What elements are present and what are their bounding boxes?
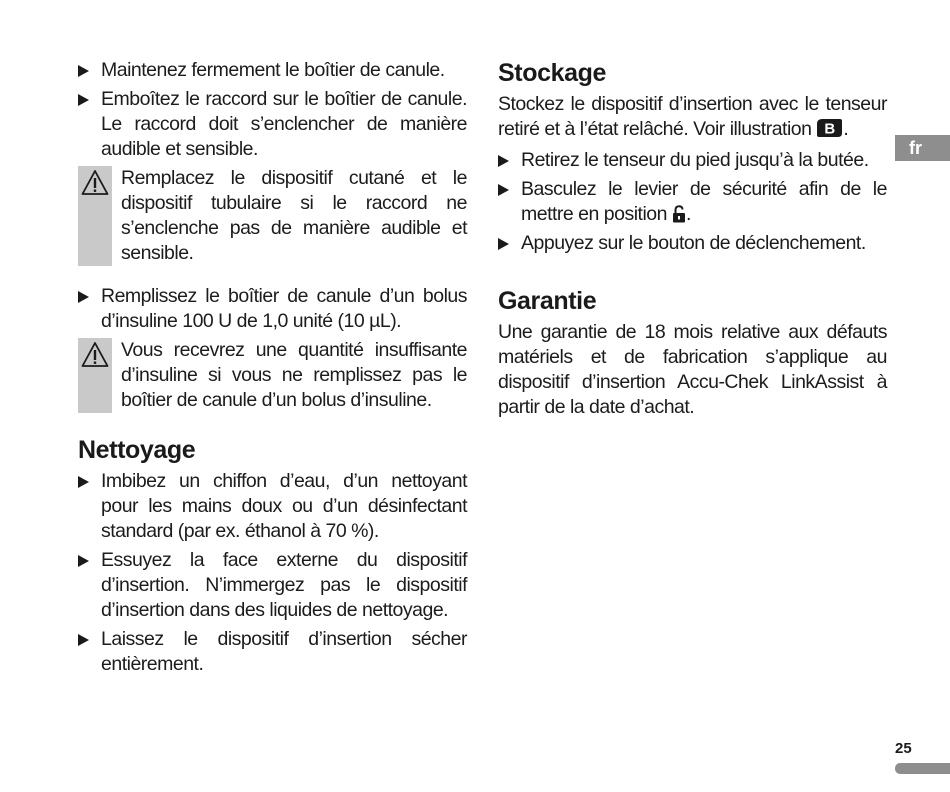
warning-text: Vous recevrez une quantité insuffisante d’insuline si vous ne remplissez pas le boîtier de canule d’un bolus d’insuline.	[121, 339, 467, 411]
list-item	[78, 87, 467, 162]
list-item-text: Emboîtez le raccord sur le boîtier de canule. Le raccord doit s’enclencher de manière audible et sensible.	[101, 88, 467, 160]
triangle-bullet-icon	[78, 291, 89, 303]
warning-triangle-icon	[81, 341, 109, 368]
page-number-bar	[895, 763, 950, 774]
illustration-letter: B	[824, 120, 836, 138]
list-item-text: Retirez le tenseur du pied jusqu’à la butée.	[521, 149, 869, 171]
triangle-bullet-icon	[498, 155, 509, 167]
triangle-bullet-icon	[78, 65, 89, 77]
list-item	[78, 469, 467, 544]
list-item	[78, 627, 467, 677]
triangle-bullet-icon	[78, 634, 89, 646]
triangle-bullet-icon	[78, 94, 89, 106]
list-item	[78, 58, 467, 83]
list-item	[78, 284, 467, 334]
storage-intro-end: .	[843, 118, 849, 140]
language-tab: fr	[895, 135, 950, 161]
bullet-end: .	[685, 203, 691, 225]
page-number: 25	[895, 740, 912, 757]
warning-text: Remplacez le dispositif cutané et le dispositif tubulaire si le raccord ne s’enclenche pas de manière audible et sensible.	[121, 167, 467, 264]
list-item-text: Appuyez sur le bouton de déclenchement.	[521, 232, 866, 254]
list-item-text: Remplissez le boîtier de canule d’un bolus d’insuline 100 U de 1,0 unité (10 µL).	[101, 285, 467, 332]
right-column	[498, 58, 887, 426]
triangle-bullet-icon	[498, 184, 509, 196]
storage-intro	[498, 92, 887, 142]
triangle-bullet-icon	[78, 476, 89, 488]
list-item-text: Imbibez un chiffon d’eau, d’un nettoyant pour les mains doux ou d’un désinfectant standard (par ex. éthanol à 70 %).	[101, 470, 467, 542]
list-item-text: Essuyez la face externe du dispositif d’insertion. N’immergez pas le dispositif d’insertion dans des liquides de nettoyage.	[101, 549, 467, 621]
warranty-heading: Garantie	[498, 287, 597, 315]
triangle-bullet-icon	[498, 238, 509, 250]
illustration-b-badge-icon	[816, 118, 843, 138]
list-item-text-wrap	[521, 177, 887, 227]
list-item	[498, 231, 887, 256]
storage-heading: Stockage	[498, 59, 606, 87]
list-item-text: Laissez le dispositif d’insertion sécher entièrement.	[101, 628, 467, 675]
warranty-text: Une garantie de 18 mois relative aux défauts matériels et de fabrication s’applique au dispositif d’insertion Accu-Chek LinkAssist à partir de la date d’achat.	[498, 321, 887, 418]
left-column	[78, 58, 467, 681]
cleaning-heading: Nettoyage	[78, 436, 196, 464]
list-item	[78, 548, 467, 623]
warning-bar	[78, 338, 112, 413]
list-item	[498, 177, 887, 227]
warning-note	[78, 338, 467, 413]
list-item	[498, 148, 887, 173]
unlocked-padlock-icon	[672, 205, 686, 223]
storage-intro-text: Stockez le dispositif d’insertion avec le tenseur retiré et à l’état relâché. Voir illustration	[498, 93, 887, 140]
triangle-bullet-icon	[78, 555, 89, 567]
warning-bar	[78, 166, 112, 266]
warning-note	[78, 166, 467, 266]
list-item-text: Maintenez fermement le boîtier de canule.	[101, 59, 445, 81]
warning-triangle-icon	[81, 169, 109, 196]
list-item-text: Basculez le levier de sécurité afin de le mettre en position	[521, 178, 887, 225]
